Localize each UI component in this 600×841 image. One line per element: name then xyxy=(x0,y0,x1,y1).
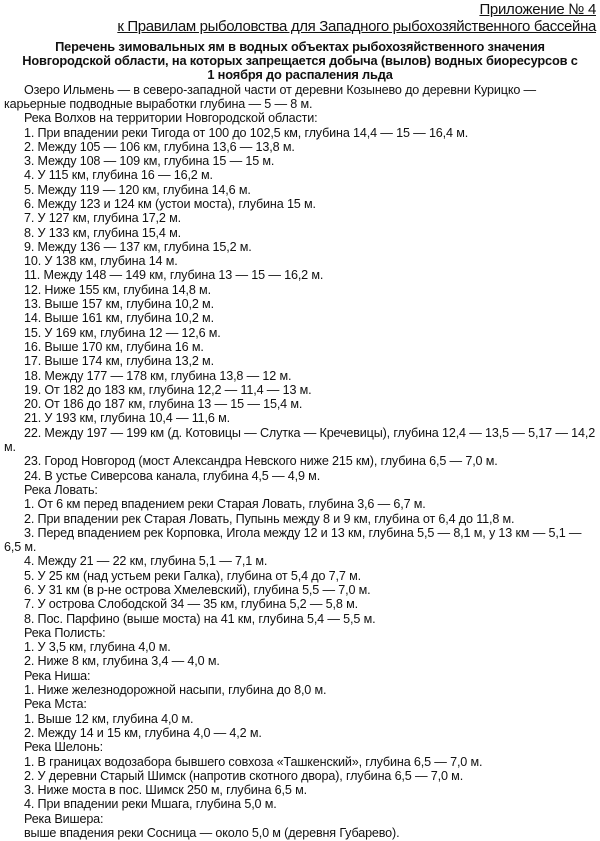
wintering-pit-item: 4. Между 21 — 22 км, глубина 5,1 — 7,1 м. xyxy=(24,554,268,569)
wintering-pit-item: 19. От 182 до 183 км, глубина 12,2 — 11,4 — 13 м. xyxy=(24,382,312,397)
wintering-pit-item: 23. Город Новгород (мост Александра Невского ниже 215 км), глубина 6,5 — 7,0 м. xyxy=(24,454,498,469)
wintering-pit-item: 8. Пос. Парфино (выше моста) на 41 км, глубина 5,4 — 5,5 м. xyxy=(24,611,376,626)
wintering-pit-item: 3. Перед впадением рек Корповка, Игола между 12 и 13 км, глубина 5,5 — 8,1 м, у 13 км — 5,1 — 6,5 м. xyxy=(4,525,582,555)
wintering-pit-item: 15. У 169 км, глубина 12 — 12,6 м. xyxy=(24,325,221,340)
wintering-pit-item: 6. У 31 км (в р-не острова Хмелевский), глубина 5,5 — 7,0 м. xyxy=(24,583,371,597)
wintering-pit-item: 3. Между 108 — 109 км, глубина 15 — 15 м. xyxy=(24,154,275,169)
wintering-pit-item: 6. Между 123 и 124 км (устои моста), глубина 15 м. xyxy=(24,196,316,211)
wintering-pit-item: 2. У деревни Старый Шимск (напротив скотного двора), глубина 6,5 — 7,0 м. xyxy=(24,768,464,783)
river-section xyxy=(4,740,596,811)
river-section xyxy=(4,626,596,669)
wintering-pit-item: 11. Между 148 — 149 км, глубина 13 — 15 — 16,2 м. xyxy=(24,268,324,283)
wintering-pit-item: 18. Между 177 — 178 км, глубина 13,8 — 12 м. xyxy=(24,368,292,383)
wintering-pit-item: 13. Выше 157 км, глубина 10,2 м. xyxy=(24,297,214,312)
wintering-pit-item: 12. Ниже 155 км, глубина 14,8 м. xyxy=(24,282,211,297)
wintering-pit-item: 22. Между 197 — 199 км (д. Котовицы — Слутка — Кречевицы), глубина 12,4 — 13,5 — 5,17 — 14,2 м. xyxy=(4,425,596,455)
wintering-pit-item: 1. Ниже железнодорожной насыпи, глубина до 8,0 м. xyxy=(24,683,327,698)
appendix-reference: к Правилам рыболовства для Западного рыбохозяйственного бассейна xyxy=(117,18,596,35)
appendix-number: Приложение № 4 xyxy=(479,1,596,18)
river-list xyxy=(4,111,596,840)
wintering-pit-item: 4. У 115 км, глубина 16 — 16,2 м. xyxy=(24,168,213,183)
river-title: Река Полисть: xyxy=(24,625,106,640)
document-title: Перечень зимовальных ям в водных объектах рыбохозяйственного значения Новгородской области, на которых запрещается добыча (вылов) водных биоресурсов с 1 ноября до распаления льда xyxy=(22,39,578,83)
wintering-pit-item: 16. Выше 170 км, глубина 16 м. xyxy=(24,339,204,354)
wintering-pit-item: 21. У 193 км, глубина 10,4 — 11,6 м. xyxy=(24,411,230,426)
wintering-pit-item: 1. Выше 12 км, глубина 4,0 м. xyxy=(24,711,194,726)
wintering-pit-item: 1. От 6 км перед впадением реки Старая Ловать, глубина 3,6 — 6,7 м. xyxy=(24,497,426,512)
river-title: Река Ниша: xyxy=(24,668,91,683)
intro-paragraph: Озеро Ильмень — в северо-западной части от деревни Козынево до деревни Курицко — карьерные подводные выработки глубина — 5 — 8 м. xyxy=(4,82,536,111)
wintering-pit-item: 7. У острова Слободской 34 — 35 км, глубина 5,2 — 5,8 м. xyxy=(24,597,358,612)
wintering-pit-item: 8. У 133 км, глубина 15,4 м. xyxy=(24,225,181,240)
river-title: Река Мста: xyxy=(24,697,87,712)
wintering-pit-item: 2. Между 14 и 15 км, глубина 4,0 — 4,2 м. xyxy=(24,725,262,740)
wintering-pit-item: 2. При впадении рек Старая Ловать, Пупынь между 8 и 9 км, глубина от 6,4 до 11,8 м. xyxy=(24,511,515,526)
river-section xyxy=(4,669,596,698)
wintering-pit-item: 1. При впадении реки Тигода от 100 до 102,5 км, глубина 14,4 — 15 — 16,4 м. xyxy=(24,125,469,140)
wintering-pit-item: 3. Ниже моста в пос. Шимск 250 м, глубина 6,5 м. xyxy=(24,783,307,798)
wintering-pit-item: 2. Ниже 8 км, глубина 3,4 — 4,0 м. xyxy=(24,654,220,669)
wintering-pit-item: выше впадения реки Сосница — около 5,0 м (деревня Губарево). xyxy=(24,826,400,841)
river-title: Река Вишера: xyxy=(24,811,104,826)
river-title: Река Волхов на территории Новгородской области: xyxy=(24,111,318,126)
river-section xyxy=(4,111,596,483)
wintering-pit-item: 7. У 127 км, глубина 17,2 м. xyxy=(24,211,181,226)
river-section xyxy=(4,812,596,841)
river-title: Река Шелонь: xyxy=(24,740,103,755)
wintering-pit-item: 4. При впадении реки Мшага, глубина 5,0 м. xyxy=(24,797,277,812)
river-title: Река Ловать: xyxy=(24,482,98,497)
river-section xyxy=(4,483,596,626)
wintering-pit-item: 5. У 25 км (над устьем реки Галка), глубина от 5,4 до 7,7 м. xyxy=(24,568,361,583)
wintering-pit-item: 24. В устье Сиверсова канала, глубина 4,5 — 4,9 м. xyxy=(24,468,321,483)
wintering-pit-item: 20. От 186 до 187 км, глубина 13 — 15 — 15,4 м. xyxy=(24,397,303,412)
wintering-pit-item: 1. У 3,5 км, глубина 4,0 м. xyxy=(24,640,171,655)
wintering-pit-item: 9. Между 136 — 137 км, глубина 15,2 м. xyxy=(24,239,252,254)
wintering-pit-item: 14. Выше 161 км, глубина 10,2 м. xyxy=(24,311,214,326)
wintering-pit-item: 5. Между 119 — 120 км, глубина 14,6 м. xyxy=(24,182,251,197)
river-section xyxy=(4,697,596,740)
wintering-pit-item: 2. Между 105 — 106 км, глубина 13,6 — 13,8 м. xyxy=(24,139,295,154)
wintering-pit-item: 17. Выше 174 км, глубина 13,2 м. xyxy=(24,354,214,369)
wintering-pit-item: 1. В границах водозабора бывшего совхоза «Ташкенский», глубина 6,5 — 7,0 м. xyxy=(24,754,483,769)
wintering-pit-item: 10. У 138 км, глубина 14 м. xyxy=(24,254,178,269)
